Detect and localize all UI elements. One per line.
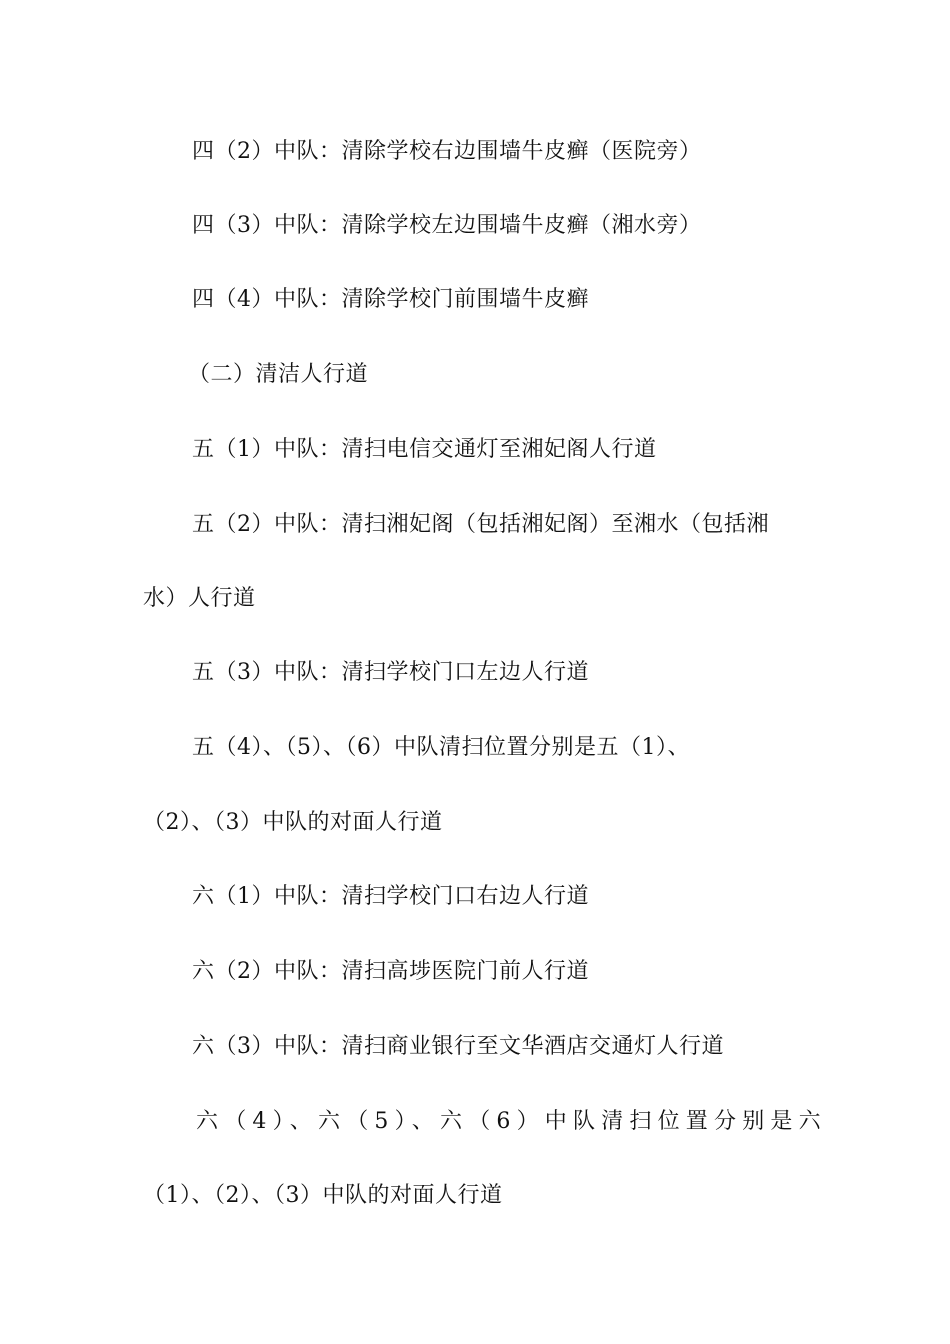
text-line-13: 六（3）中队：清扫商业银行至文华酒店交通灯人行道 [192, 1034, 724, 1059]
text-line-7: 水）人行道 [143, 586, 256, 611]
text-line-8: 五（3）中队：清扫学校门口左边人行道 [192, 660, 589, 685]
text-line-5: 五（1）中队：清扫电信交通灯至湘妃阁人行道 [192, 437, 657, 462]
text-line-14: 六（4）、六（5）、六（6）中队清扫位置分别是六 [196, 1109, 827, 1134]
text-line-12: 六（2）中队：清扫高埗医院门前人行道 [192, 959, 589, 984]
text-line-1: 四（2）中队：清除学校右边围墙牛皮癣（医院旁） [192, 139, 702, 164]
text-line-3: 四（4）中队：清除学校门前围墙牛皮癣 [192, 287, 589, 312]
text-line-9: 五（4）、（5）、（6）中队清扫位置分别是五（1）、 [192, 735, 690, 760]
section-heading: （二）清洁人行道 [188, 362, 369, 387]
text-line-10: （2）、（3）中队的对面人行道 [143, 810, 443, 835]
text-line-15: （1）、（2）、（3）中队的对面人行道 [143, 1183, 503, 1208]
text-line-11: 六（1）中队：清扫学校门口右边人行道 [192, 884, 589, 909]
text-line-6: 五（2）中队：清扫湘妃阁（包括湘妃阁）至湘水（包括湘 [192, 512, 769, 537]
text-line-2: 四（3）中队：清除学校左边围墙牛皮癣（湘水旁） [192, 213, 702, 238]
